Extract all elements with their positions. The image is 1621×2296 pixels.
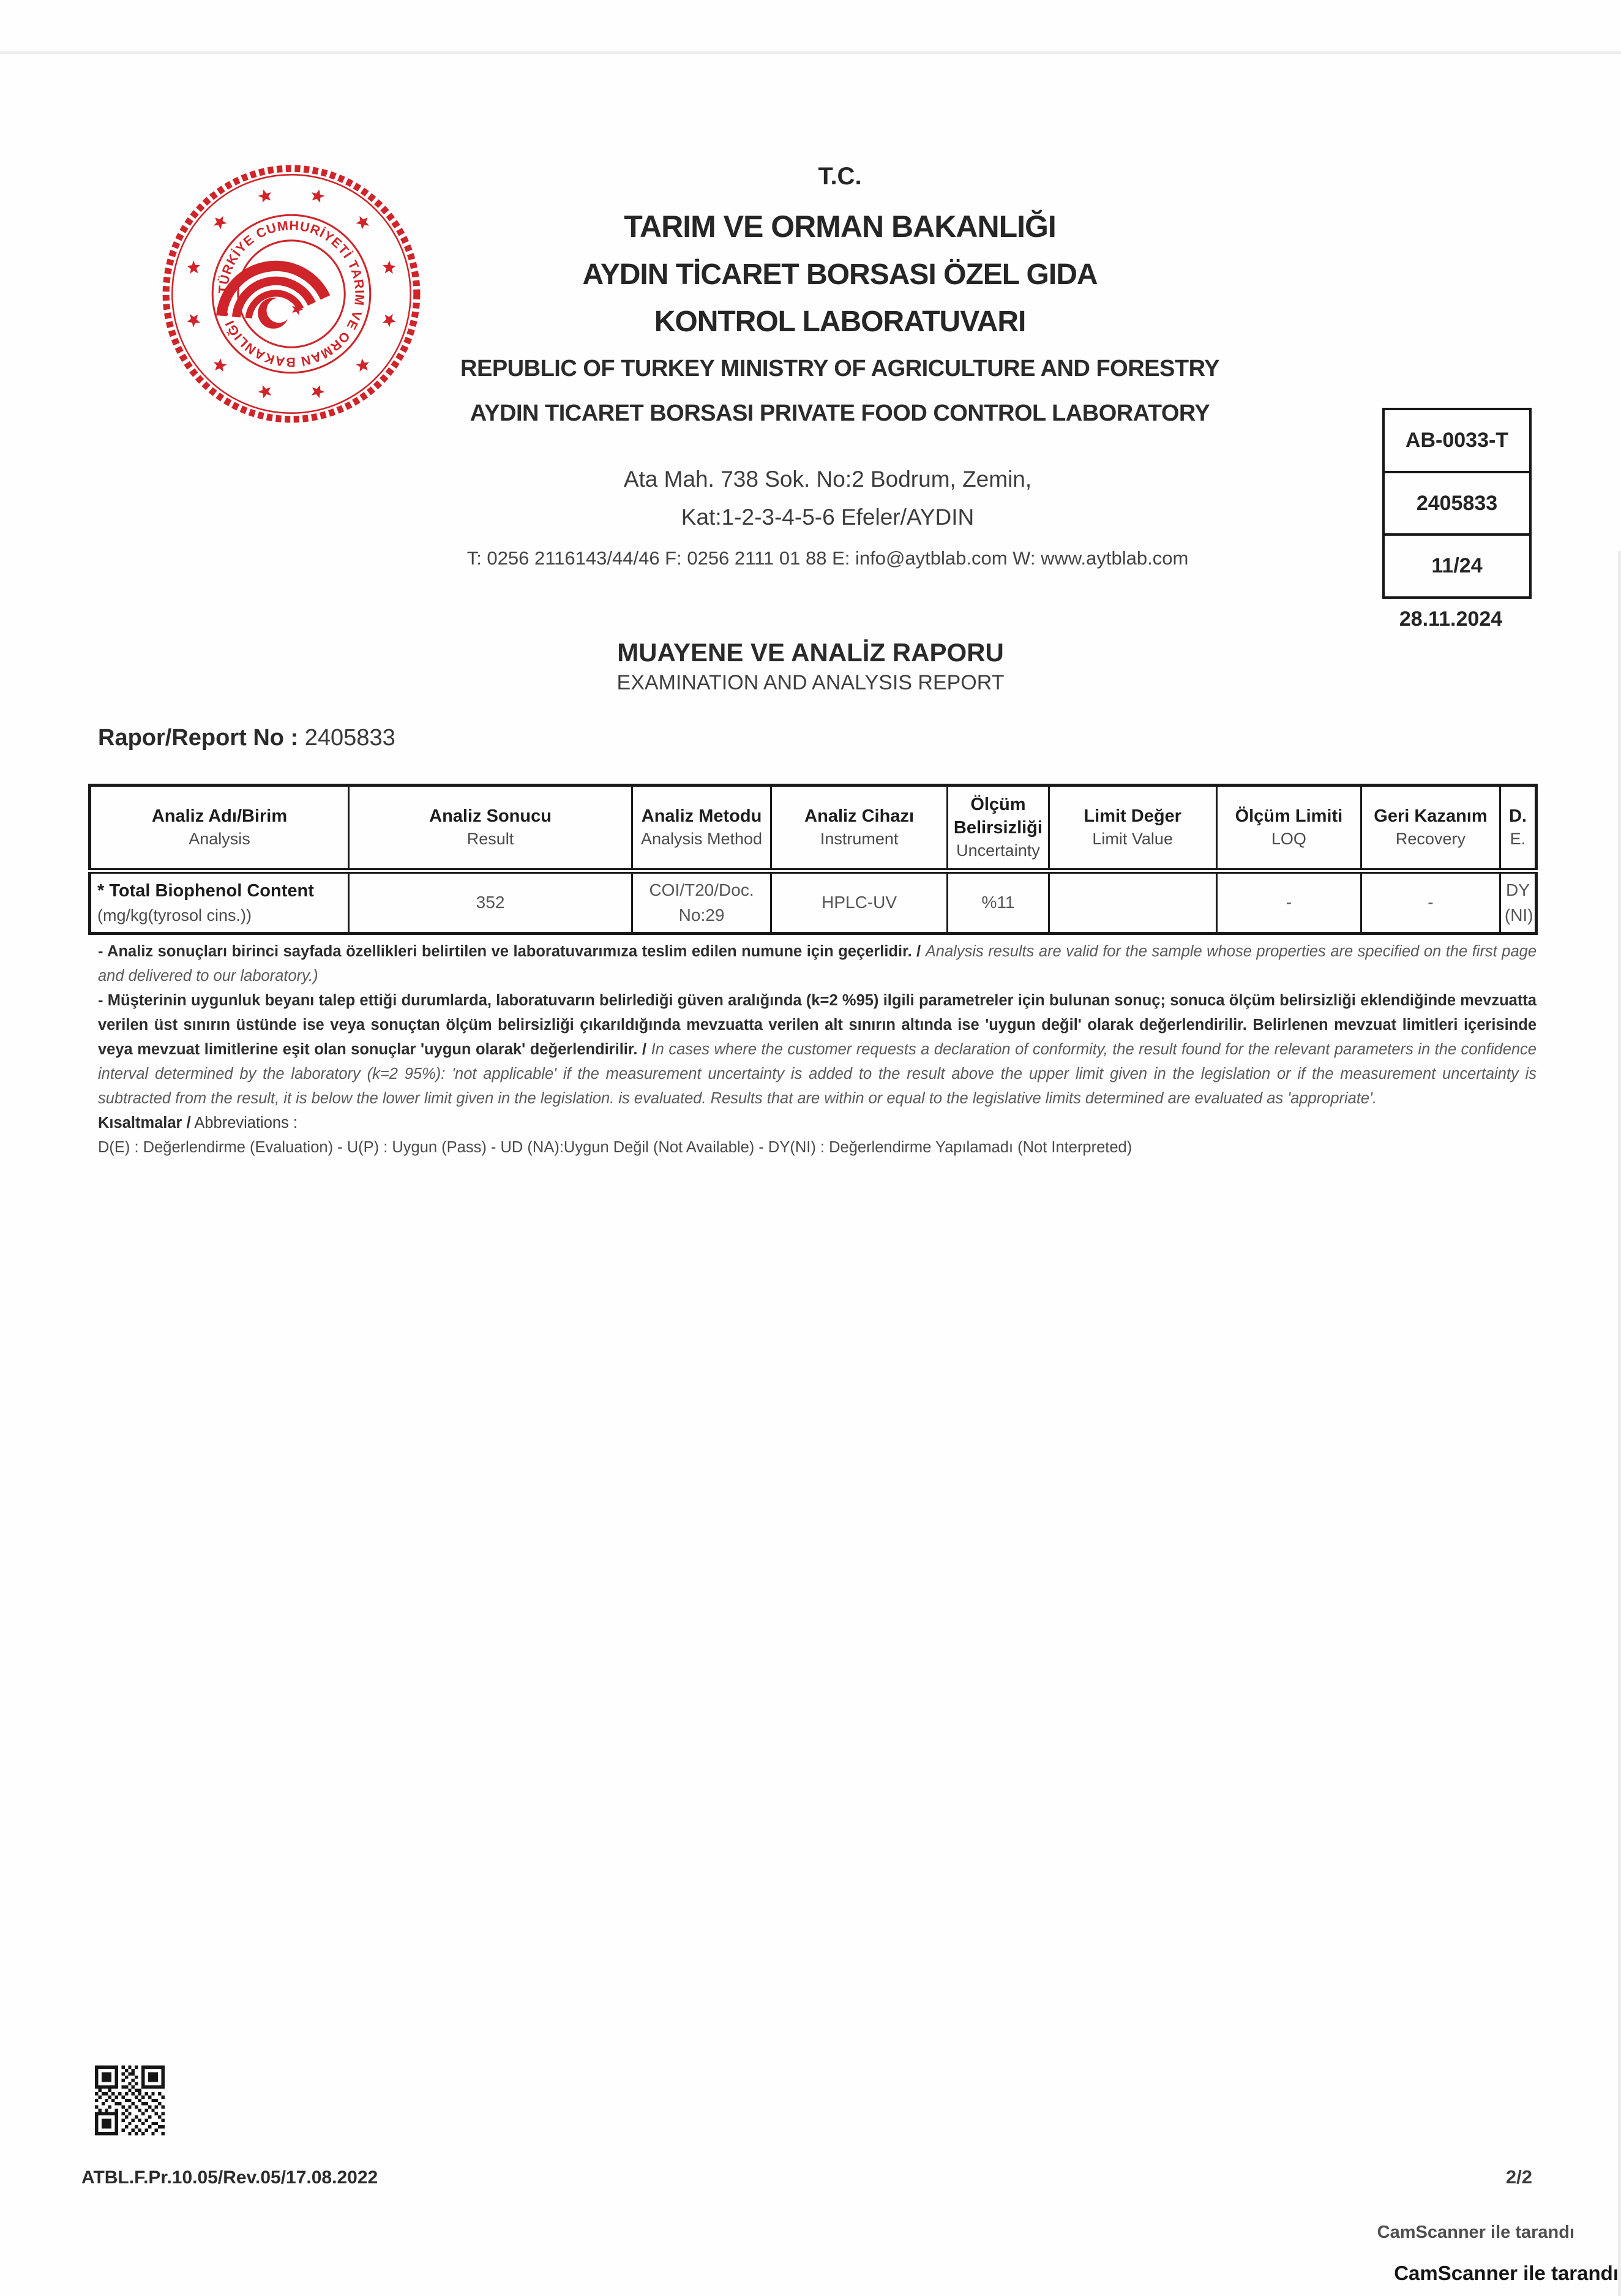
page-number: 2/2: [1505, 2166, 1532, 2188]
cell-result: 352: [348, 871, 632, 934]
camscanner-app-footer: CamScanner ile tarandı: [1394, 2262, 1619, 2284]
abbreviations-label: Kısaltmalar / Abbreviations :: [98, 1114, 298, 1131]
report-title-turkish: MUAYENE VE ANALİZ RAPORU: [617, 638, 1004, 667]
camscanner-watermark: CamScanner ile tarandı: [1377, 2223, 1574, 2242]
header-title-line-2: AYDIN TİCARET BORSASI ÖZEL GIDA: [582, 258, 1098, 291]
report-date: 28.11.2024: [1399, 607, 1503, 631]
column-header-evaluation: D. E.: [1500, 786, 1536, 871]
column-header-instrument: Analiz Cihazı Instrument: [771, 786, 947, 871]
scan-artifact-top-line: [0, 51, 1621, 54]
column-header-result: Analiz Sonucu Result: [348, 786, 632, 871]
header-subtitle-line-2: AYDIN TICARET BORSASI PRIVATE FOOD CONTROL LABORATORY: [470, 400, 1210, 426]
analysis-results-table: [88, 784, 1538, 935]
column-header-recovery: Geri Kazanım Recovery: [1361, 786, 1500, 871]
report-number-value: 2405833: [304, 725, 395, 751]
accreditation-number: AB-0033-T: [1385, 410, 1529, 473]
report-info-box: [1382, 408, 1532, 599]
column-header-loq: Ölçüm Limiti LOQ: [1216, 786, 1361, 871]
header-tc: T.C.: [818, 163, 862, 190]
address-line-1: Ata Mah. 738 Sok. No:2 Bodrum, Zemin,: [623, 467, 1032, 492]
cell-method: COI/T20/Doc. No:29: [632, 871, 771, 934]
footnotes-block: [98, 939, 1537, 1160]
qr-code: [95, 2056, 165, 2145]
column-header-method: Analiz Metodu Analysis Method: [632, 786, 771, 871]
cell-analysis-name: * Total Biophenol Content (mg/kg(tyrosol cins.)): [90, 871, 349, 934]
cell-recovery: -: [1361, 871, 1500, 934]
emblem-ring-text: TÜRKİYE CUMHURİYETİ TARIM VE ORMAN BAKANLIĞI •: [215, 218, 367, 370]
report-number-line: [98, 725, 395, 751]
header-title-line-3: KONTROL LABORATUVARI: [654, 306, 1026, 338]
cell-instrument: HPLC-UV: [771, 871, 947, 934]
footnote-1: - Analiz sonuçları birinci sayfada özellikleri belirtilen ve laboratuvarımıza teslim edilen numune için geçerlidir. / Analysis results are valid for the sample whose properties are specified on the first page and delivered to our laboratory.): [98, 943, 1537, 985]
info-box-period: 11/24: [1431, 554, 1483, 578]
column-header-uncertainty: Ölçüm Belirsizliği Uncertainty: [948, 786, 1049, 871]
cell-uncertainty: %11: [948, 871, 1049, 934]
report-number-label: Rapor/Report No :: [98, 725, 299, 751]
cell-evaluation: DY (NI): [1500, 871, 1536, 934]
contact-line: T: 0256 2116143/44/46 F: 0256 2111 01 88 E: info@aytblab.com W: www.aytblab.com: [466, 547, 1189, 569]
cell-limit-value: [1049, 871, 1216, 934]
header-subtitle-line-1: REPUBLIC OF TURKEY MINISTRY OF AGRICULTURE AND FORESTRY: [460, 356, 1219, 381]
header-title-block: [59, 163, 1621, 427]
table-row: [90, 871, 1537, 934]
table-header-row: [90, 786, 1537, 871]
report-title-english: EXAMINATION AND ANALYSIS REPORT: [616, 671, 1005, 694]
document-code: ATBL.F.Pr.10.05/Rev.05/17.08.2022: [81, 2167, 378, 2188]
cell-loq: -: [1216, 871, 1361, 934]
scan-artifact-right-edge: [1618, 551, 1621, 2296]
info-box-report-number: 2405833: [1385, 473, 1529, 536]
column-header-analysis: Analiz Adı/Birim Analysis: [90, 786, 349, 871]
address-line-2: Kat:1-2-3-4-5-6 Efeler/AYDIN: [681, 505, 975, 530]
header-title-line-1: TARIM VE ORMAN BAKANLIĞI: [624, 209, 1056, 244]
abbreviations-text: D(E) : Değerlendirme (Evaluation) - U(P) : Uygun (Pass) - UD (NA):Uygun Değil (Not Available) - DY(NI) : Değerlendirme Yapılamadı (Not Interpreted): [98, 1139, 1132, 1156]
column-header-limit-value: Limit Değer Limit Value: [1049, 786, 1216, 871]
footnote-2: - Müşterinin uygunluk beyanı talep ettiği durumlarda, laboratuvarın belirlediği güven aralığında (k=2 %95) ilgili parametreler için bulunan sonuç; sonuca ölçüm belirsizliği eklendiğinde mevzuatta verilen üst sınırın üstünde ise veya sonuçtan ölçüm belirsizliği çıkarıldığında mevzuatta verilen alt sınırın altında ise 'uygun değil' olarak değerlendirilir. Belirlenen mevzuat limitleri içerisinde veya mevzuat limitlerine eşit olan sonuçlar 'uygun olarak' değerlendirilir. / In cases where the customer requests a declaration of conformity, the result found for the relevant parameters in the confidence interval determined by the laboratory (k=2 95%): 'not applicable' if the measurement uncertainty is added to the result above the upper limit given in the legislation or if the measurement uncertainty is subtracted from the result, it is below the lower limit given in the legislation. is evaluated. Results that are within or equal to the legislative limits determined are evaluated as 'appropriate'.: [98, 992, 1537, 1107]
